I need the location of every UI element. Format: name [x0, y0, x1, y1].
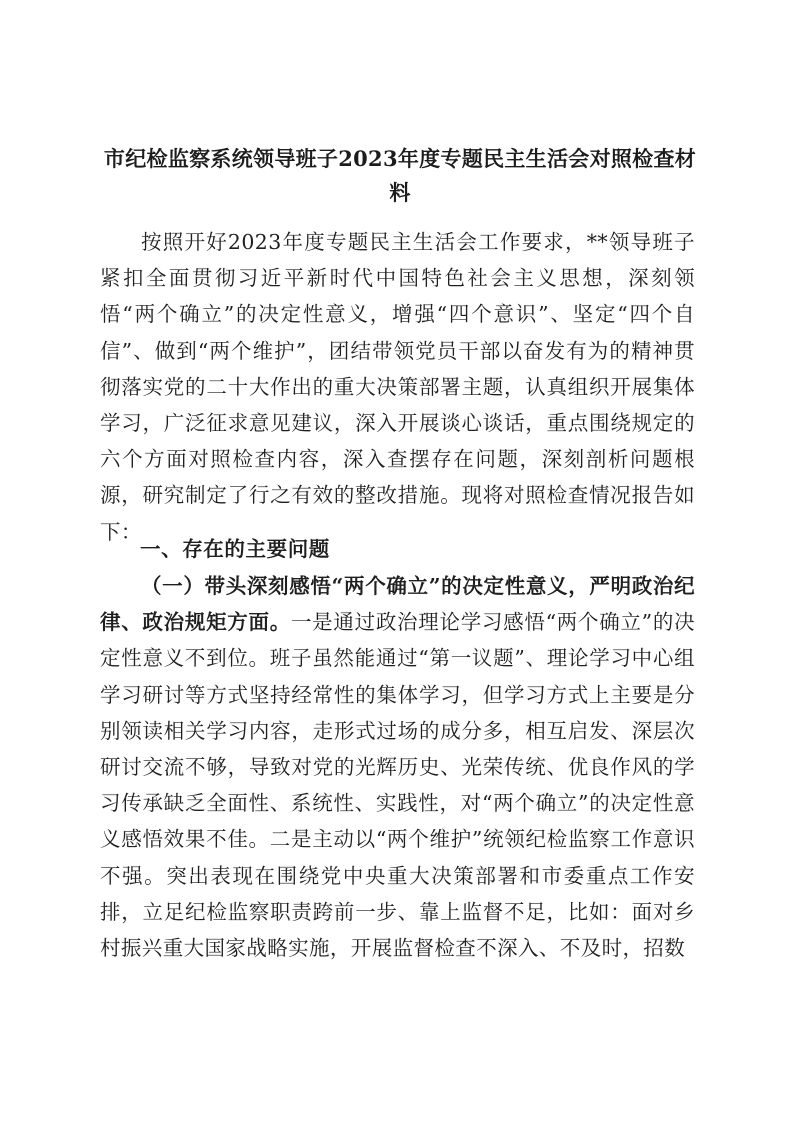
section-1-text: 一是通过政治理论学习感悟“两个确立”的决定性意义不到位。班子虽然能通过“第一议题”、理论学习中心组学习研讨等方式坚持经常性的集体学习，但学习方式上主要是分别领读相关学习内容，走形式过场的成分多，相互启发、深层次研讨交流不够，导致对党的光辉历史、光荣传统、优良作风的学习传承缺乏全面性、系统性、实践性，对“两个确立”的决定性意义感悟效果不佳。二是主动以“两个维护”统领纪检监察工作意识不强。突出表现在围绕党中央重大决策部署和市委重点工作安排，立足纪检监察职责跨前一步、靠上监督不足，比如：面对乡村振兴重大国家战略实施，开展监督检查不深入、不及时，招数: [100, 610, 695, 961]
section-1-paragraph: [100, 568, 695, 966]
section-1-lead: （一）带头深刻感悟“两个确立”的决定性意义，严明政治纪律、政治规矩方面。: [100, 574, 695, 635]
document-title: 市纪检监察系统领导班子2023年度专题民主生活会对照检查材料: [103, 146, 697, 205]
intro-paragraph: 按照开好2023年度专题民主生活会工作要求，**领导班子紧扣全面贯彻习近平新时代中国特色社会主义思想，深刻领悟“两个确立”的决定性意义，增强“四个意识”、坚定“四个自信”、做到“两个维护”，团结带领党员干部以奋发有为的精神贯彻落实党的二十大作出的重大决策部署主题，认真组织开展集体学习，广泛征求意见建议，深入开展谈心谈话，重点围绕规定的六个方面对照检查内容，深入查摆存在问题，深刻剖析问题根源，研究制定了行之有效的整改措施。现将对照检查情况报告如下：: [100, 230, 695, 544]
section-heading: 一、存在的主要问题: [140, 537, 330, 561]
